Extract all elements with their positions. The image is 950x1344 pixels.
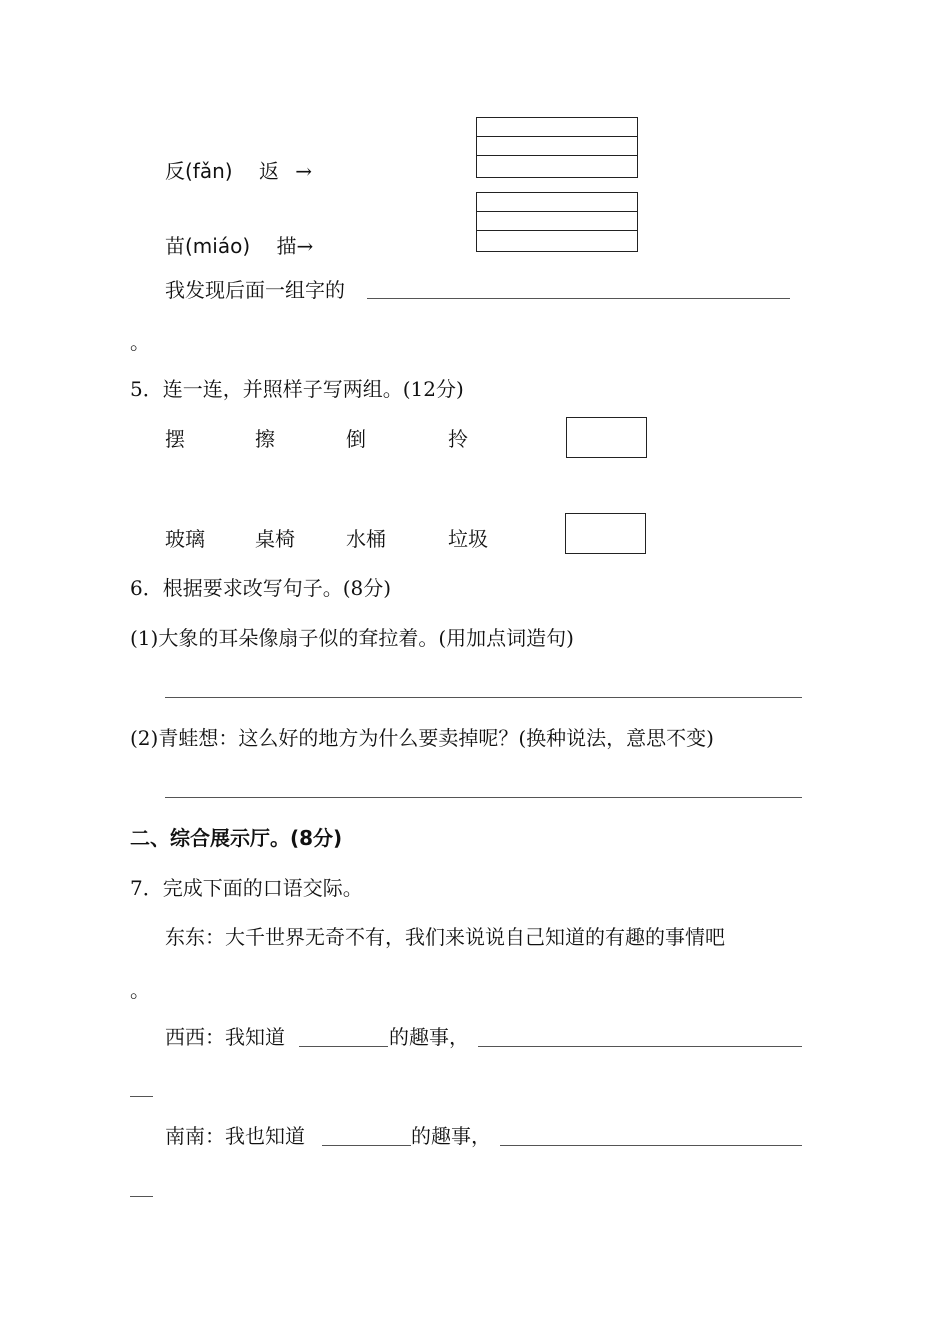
q4-row2 — [165, 234, 313, 258]
q5-verb[interactable]: 擦 — [255, 427, 275, 451]
q5-answer-box-1[interactable] — [566, 417, 647, 458]
q7-nannan-suffix: 的趣事， — [411, 1124, 491, 1148]
section2-title: 二、综合展示厅。(8分) — [130, 826, 343, 850]
q7-xixi-answer-blank[interactable] — [478, 1046, 802, 1047]
q4-finding-label: 我发现后面一组字的 — [165, 278, 345, 302]
q5-noun[interactable]: 桌椅 — [255, 527, 295, 551]
q6-item1: (1)大象的耳朵像扇子似的耷拉着。(用加点词造句) — [130, 626, 574, 650]
q7-nannan-topic-blank[interactable] — [322, 1145, 411, 1146]
q6-item2: (2)青蛙想：这么好的地方为什么要卖掉呢？(换种说法，意思不变) — [130, 726, 714, 750]
write-grid-1[interactable] — [476, 117, 638, 178]
q6-item2-blank[interactable] — [165, 797, 802, 798]
q6-item1-blank[interactable] — [165, 697, 802, 698]
q7-dongdong: 东东：大千世界无奇不有，我们来说说自己知道的有趣的事情吧 — [165, 925, 725, 949]
q4-row1-pinyin: (fǎn) — [185, 159, 233, 183]
grid-row[interactable] — [477, 231, 637, 250]
q5-noun[interactable]: 水桶 — [346, 527, 386, 551]
q4-row1 — [165, 159, 312, 183]
q7-title: 7．完成下面的口语交际。 — [130, 876, 363, 900]
grid-row[interactable] — [477, 212, 637, 231]
q4-row1-char: 反 — [165, 159, 185, 183]
q7-nannan-prefix: 南南：我也知道 — [165, 1124, 305, 1148]
q4-row2-pinyin: (miáo) — [185, 234, 251, 258]
q7-dongdong-end: 。 — [130, 978, 150, 1002]
q5-verb[interactable]: 倒 — [346, 427, 366, 451]
q4-row2-char: 苗 — [165, 234, 185, 258]
grid-row[interactable] — [477, 118, 637, 137]
grid-row[interactable] — [477, 156, 637, 175]
q5-noun[interactable]: 垃圾 — [448, 527, 488, 551]
q4-finding-blank[interactable] — [367, 298, 790, 299]
arrow-icon: → — [296, 234, 314, 258]
q7-xixi-suffix: 的趣事， — [389, 1025, 469, 1049]
q4-finding-end: 。 — [130, 330, 150, 354]
q7-xixi-answer-blank-cont[interactable] — [130, 1096, 153, 1097]
q7-xixi-prefix: 西西：我知道 — [165, 1025, 285, 1049]
grid-row[interactable] — [477, 193, 637, 212]
q5-verb[interactable]: 拎 — [448, 427, 468, 451]
arrow-icon: → — [295, 159, 313, 183]
q7-nannan-answer-blank[interactable] — [500, 1145, 802, 1146]
q5-answer-box-2[interactable] — [565, 513, 646, 554]
q7-xixi-topic-blank[interactable] — [299, 1046, 388, 1047]
q6-title: 6．根据要求改写句子。(8分) — [130, 576, 392, 600]
q4-row1-char2: 返 — [258, 159, 279, 183]
q4-row2-char2: 描 — [276, 234, 297, 258]
q5-verb[interactable]: 摆 — [165, 427, 185, 451]
q5-noun[interactable]: 玻璃 — [165, 527, 205, 551]
q5-title: 5．连一连，并照样子写两组。(12分) — [130, 377, 464, 401]
q7-nannan-answer-blank-cont[interactable] — [130, 1196, 153, 1197]
grid-row[interactable] — [477, 137, 637, 156]
write-grid-2[interactable] — [476, 192, 638, 252]
